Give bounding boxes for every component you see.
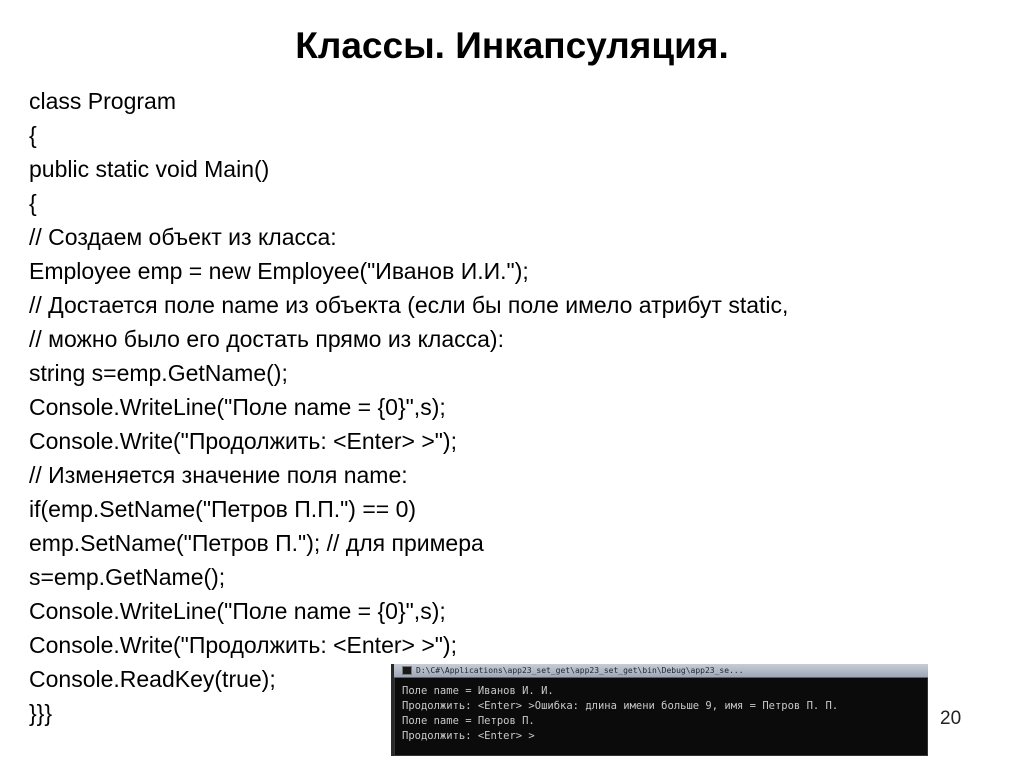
console-window-icon: [402, 666, 412, 675]
code-line: // Изменяется значение поля name:: [29, 462, 408, 488]
page-number: 20: [940, 708, 962, 729]
code-line: Employee emp = new Employee("Иванов И.И.");: [29, 258, 529, 284]
console-line: Поле name = Иванов И. И.: [402, 685, 554, 697]
code-line: Console.ReadKey(true);: [29, 666, 276, 692]
code-line: public static void Main(): [29, 156, 270, 182]
code-listing: [29, 84, 1019, 730]
console-title: D:\C#\Applications\app23_set_get\app23_set_get\bin\Debug\app23_se...: [416, 666, 744, 675]
code-line: class Program: [29, 88, 176, 114]
code-line: {: [29, 190, 37, 216]
code-line: string s=emp.GetName();: [29, 360, 288, 386]
code-line: Console.WriteLine("Поле name = {0}",s);: [29, 598, 446, 624]
code-line: Console.WriteLine("Поле name = {0}",s);: [29, 394, 446, 420]
console-titlebar: [394, 664, 928, 678]
code-line: Console.Write("Продолжить: <Enter> >");: [29, 428, 457, 454]
code-line: // Достается поле name из объекта (если бы поле имело атрибут static,: [29, 292, 789, 318]
code-line: }}}: [29, 700, 53, 726]
console-window-screenshot: [391, 664, 928, 756]
code-line: {: [29, 122, 37, 148]
console-line: Продолжить: <Enter> >: [402, 730, 535, 742]
console-line: Поле name = Петров П.: [402, 715, 535, 727]
code-line: // Создаем объект из класса:: [29, 224, 337, 250]
console-output: [394, 678, 928, 744]
code-line: // можно было его достать прямо из класса):: [29, 326, 504, 352]
code-line: s=emp.GetName();: [29, 564, 226, 590]
code-line: emp.SetName("Петров П."); // для примера: [29, 530, 484, 556]
slide-title: Классы. Инкапсуляция.: [295, 25, 729, 66]
console-line: Продолжить: <Enter> >Ошибка: длина имени больше 9, имя = Петров П. П.: [402, 700, 839, 712]
code-line: Console.Write("Продолжить: <Enter> >");: [29, 632, 457, 658]
code-line: if(emp.SetName("Петров П.П.") == 0): [29, 496, 417, 522]
